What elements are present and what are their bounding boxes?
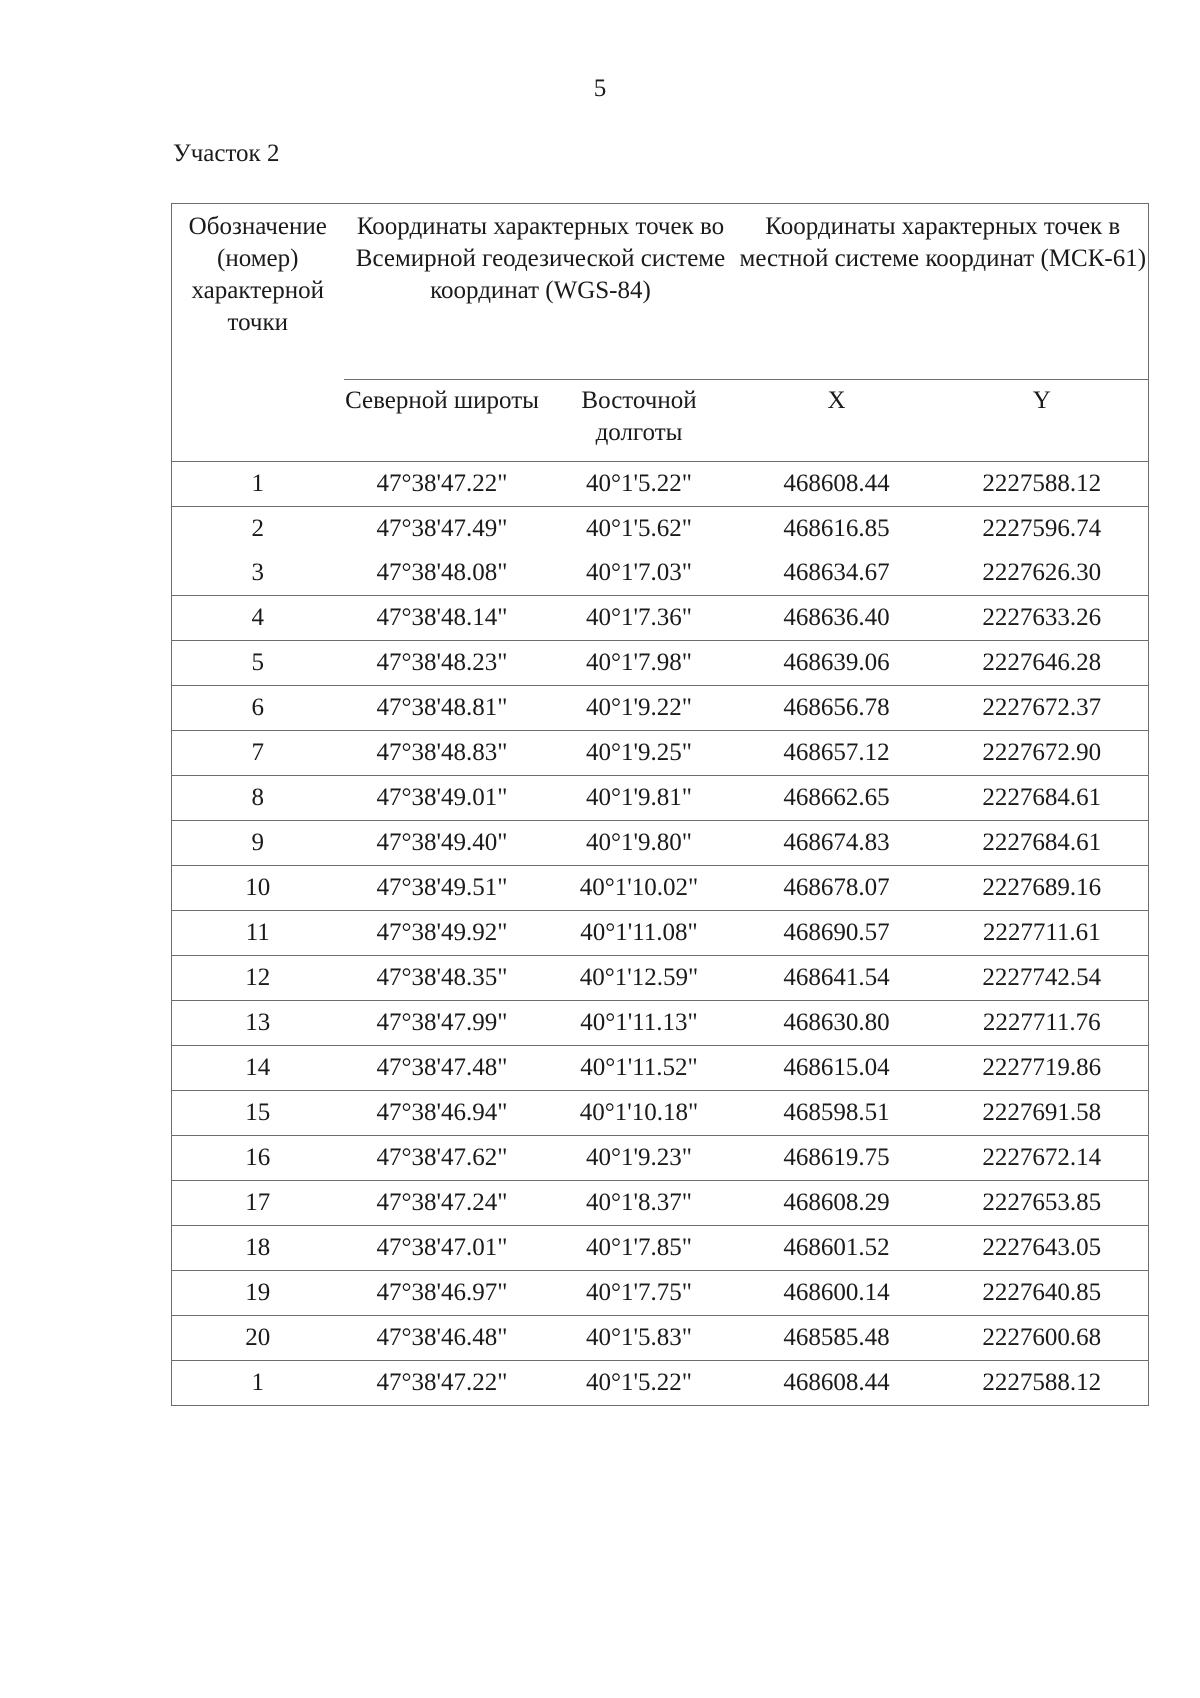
table-row [172, 1226, 1149, 1271]
cell-point-number: 1 [172, 462, 344, 507]
cell-longitude: 40°1'9.22" [541, 686, 738, 731]
cell-point-number: 18 [172, 1226, 344, 1271]
cell-y: 2227588.12 [936, 1361, 1149, 1406]
cell-point-number: 2 [172, 507, 344, 552]
cell-latitude: 47°38'48.14" [344, 596, 541, 641]
cell-latitude: 47°38'49.40" [344, 821, 541, 866]
cell-y: 2227600.68 [936, 1316, 1149, 1361]
cell-longitude: 40°1'11.08" [541, 911, 738, 956]
cell-y: 2227588.12 [936, 462, 1149, 507]
table-row [172, 1316, 1149, 1361]
cell-y: 2227672.90 [936, 731, 1149, 776]
cell-longitude: 40°1'7.98" [541, 641, 738, 686]
cell-latitude: 47°38'49.51" [344, 866, 541, 911]
cell-y: 2227672.14 [936, 1136, 1149, 1181]
cell-point-number: 16 [172, 1136, 344, 1181]
table-row [172, 1046, 1149, 1091]
page-number: 5 [593, 75, 607, 102]
cell-longitude: 40°1'11.13" [541, 1001, 738, 1046]
cell-latitude: 47°38'48.23" [344, 641, 541, 686]
cell-longitude: 40°1'9.80" [541, 821, 738, 866]
cell-latitude: 47°38'47.24" [344, 1181, 541, 1226]
cell-latitude: 47°38'48.81" [344, 686, 541, 731]
cell-longitude: 40°1'7.75" [541, 1271, 738, 1316]
section-title: Участок 2 [173, 140, 280, 167]
header-msk61-group: Координаты характерных точек в местной системе координат (МСК-61) [738, 204, 1149, 380]
cell-latitude: 47°38'49.92" [344, 911, 541, 956]
cell-point-number: 14 [172, 1046, 344, 1091]
header-y: Y [936, 380, 1149, 462]
table-row [172, 866, 1149, 911]
cell-point-number: 9 [172, 821, 344, 866]
table-row [172, 731, 1149, 776]
cell-point-number: 7 [172, 731, 344, 776]
table-row [172, 911, 1149, 956]
cell-longitude: 40°1'5.22" [541, 1361, 738, 1406]
cell-point-number: 6 [172, 686, 344, 731]
cell-y: 2227596.74 [936, 507, 1149, 552]
table-body [172, 462, 1149, 1406]
cell-y: 2227711.61 [936, 911, 1149, 956]
table-row [172, 821, 1149, 866]
cell-latitude: 47°38'48.08" [344, 551, 541, 596]
table-header [172, 204, 1149, 462]
header-row-groups [172, 204, 1149, 380]
cell-point-number: 17 [172, 1181, 344, 1226]
cell-x: 468619.75 [738, 1136, 936, 1181]
cell-x: 468641.54 [738, 956, 936, 1001]
table-row [172, 1091, 1149, 1136]
cell-latitude: 47°38'48.83" [344, 731, 541, 776]
cell-longitude: 40°1'9.23" [541, 1136, 738, 1181]
cell-point-number: 1 [172, 1361, 344, 1406]
table-row [172, 686, 1149, 731]
cell-point-number: 8 [172, 776, 344, 821]
cell-x: 468639.06 [738, 641, 936, 686]
header-point-designation: Обозначение (номер) характерной точки [172, 204, 344, 462]
cell-x: 468634.67 [738, 551, 936, 596]
table-row [172, 551, 1149, 596]
cell-longitude: 40°1'8.37" [541, 1181, 738, 1226]
table-row [172, 462, 1149, 507]
cell-longitude: 40°1'11.52" [541, 1046, 738, 1091]
table-row [172, 1136, 1149, 1181]
cell-x: 468608.44 [738, 462, 936, 507]
cell-latitude: 47°38'46.94" [344, 1091, 541, 1136]
cell-x: 468630.80 [738, 1001, 936, 1046]
header-wgs84-group: Координаты характерных точек во Всемирной геодезической системе координат (WGS-84) [344, 204, 738, 380]
table-row [172, 1181, 1149, 1226]
cell-x: 468608.29 [738, 1181, 936, 1226]
cell-y: 2227626.30 [936, 551, 1149, 596]
cell-latitude: 47°38'47.22" [344, 462, 541, 507]
cell-latitude: 47°38'49.01" [344, 776, 541, 821]
coordinates-table [171, 203, 1149, 1406]
cell-y: 2227646.28 [936, 641, 1149, 686]
table-row [172, 507, 1149, 552]
cell-point-number: 19 [172, 1271, 344, 1316]
header-latitude: Северной широты [344, 380, 541, 462]
cell-y: 2227633.26 [936, 596, 1149, 641]
cell-latitude: 47°38'47.49" [376, 515, 508, 542]
cell-point-number: 4 [172, 596, 344, 641]
header-longitude: Восточной долготы [541, 380, 738, 462]
table-row [172, 596, 1149, 641]
cell-latitude: 47°38'46.48" [344, 1316, 541, 1361]
cell-x: 468615.04 [738, 1046, 936, 1091]
cell-longitude: 40°1'12.59" [541, 956, 738, 1001]
cell-point-number: 11 [172, 911, 344, 956]
cell-x: 468678.07 [738, 866, 936, 911]
cell-longitude: 40°1'5.22" [541, 462, 738, 507]
cell-x: 468616.85 [783, 515, 890, 542]
cell-x: 468608.44 [738, 1361, 936, 1406]
cell-y: 2227643.05 [936, 1226, 1149, 1271]
cell-latitude: 47°38'47.62" [344, 1136, 541, 1181]
cell-x: 468656.78 [738, 686, 936, 731]
cell-longitude: 40°1'10.02" [541, 866, 738, 911]
cell-point-number: 12 [172, 956, 344, 1001]
table-row [172, 956, 1149, 1001]
cell-y: 2227742.54 [936, 956, 1149, 1001]
cell-x: 468657.12 [738, 731, 936, 776]
cell-point-number: 10 [172, 866, 344, 911]
cell-point-number: 20 [172, 1316, 344, 1361]
cell-latitude: 47°38'47.01" [344, 1226, 541, 1271]
cell-latitude: 47°38'46.97" [344, 1271, 541, 1316]
cell-y: 2227719.86 [936, 1046, 1149, 1091]
cell-latitude: 47°38'47.99" [344, 1001, 541, 1046]
cell-point-number: 3 [172, 551, 344, 596]
cell-longitude: 40°1'5.83" [541, 1316, 738, 1361]
table-row [172, 641, 1149, 686]
cell-point-number: 15 [172, 1091, 344, 1136]
table-row [172, 1001, 1149, 1046]
cell-x: 468674.83 [738, 821, 936, 866]
cell-x: 468636.40 [738, 596, 936, 641]
cell-longitude: 40°1'9.81" [541, 776, 738, 821]
cell-x: 468690.57 [738, 911, 936, 956]
cell-latitude: 47°38'47.48" [344, 1046, 541, 1091]
cell-point-number: 5 [172, 641, 344, 686]
cell-y: 2227691.58 [936, 1091, 1149, 1136]
cell-x: 468600.14 [738, 1271, 936, 1316]
cell-longitude: 40°1'7.36" [541, 596, 738, 641]
cell-y: 2227672.37 [936, 686, 1149, 731]
cell-longitude: 40°1'10.18" [541, 1091, 738, 1136]
cell-y: 2227684.61 [936, 821, 1149, 866]
cell-latitude: 47°38'47.22" [344, 1361, 541, 1406]
cell-x: 468601.52 [738, 1226, 936, 1271]
cell-longitude: 40°1'7.03" [541, 551, 738, 596]
cell-x: 468585.48 [738, 1316, 936, 1361]
cell-y: 2227640.85 [936, 1271, 1149, 1316]
cell-y: 2227684.61 [936, 776, 1149, 821]
table-row [172, 776, 1149, 821]
cell-y: 2227711.76 [936, 1001, 1149, 1046]
cell-latitude: 47°38'48.35" [344, 956, 541, 1001]
header-x: X [738, 380, 936, 462]
table-row [172, 1271, 1149, 1316]
table-row [172, 1361, 1149, 1406]
cell-x: 468598.51 [738, 1091, 936, 1136]
cell-y: 2227653.85 [936, 1181, 1149, 1226]
cell-longitude: 40°1'9.25" [541, 731, 738, 776]
cell-x: 468662.65 [738, 776, 936, 821]
cell-longitude: 40°1'5.62" [586, 515, 692, 542]
cell-y: 2227689.16 [936, 866, 1149, 911]
cell-point-number: 13 [172, 1001, 344, 1046]
cell-longitude: 40°1'7.85" [541, 1226, 738, 1271]
